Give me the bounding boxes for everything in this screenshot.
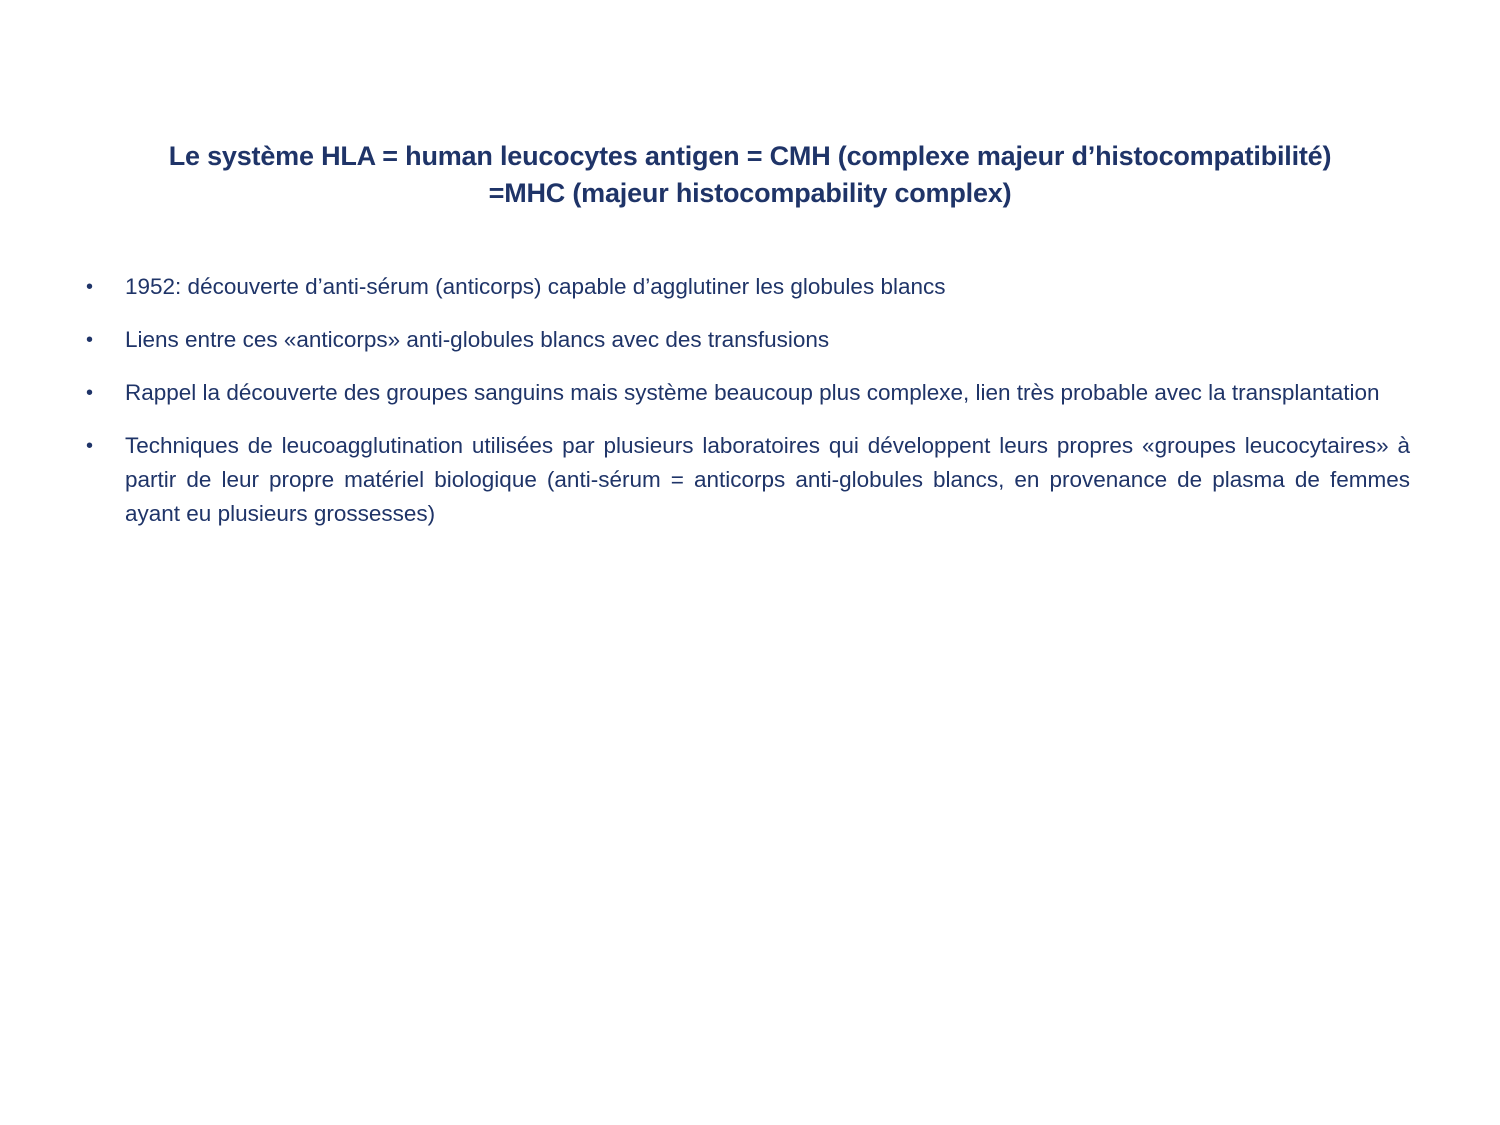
bullet-item bbox=[86, 376, 1410, 410]
bullet-dot-icon: • bbox=[86, 382, 94, 404]
bullet-item bbox=[86, 429, 1410, 531]
slide-title-line-1: Le système HLA = human leucocytes antigen = CMH (complexe majeur d’histocompatibilité) bbox=[168, 141, 1332, 171]
bullet-dot-icon: • bbox=[86, 329, 94, 351]
slide-title-line-2: =MHC (majeur histocompability complex) bbox=[488, 178, 1012, 208]
bullet-text: 1952: découverte d’anti-sérum (anticorps) capable d’agglutiner les globules blancs bbox=[125, 274, 946, 299]
bullet-text: Liens entre ces «anticorps» anti-globules blancs avec des transfusions bbox=[125, 327, 830, 352]
bullet-item bbox=[86, 323, 1410, 357]
bullet-list bbox=[86, 270, 1410, 550]
bullet-dot-icon: • bbox=[86, 276, 94, 298]
bullet-dot-icon: • bbox=[86, 435, 94, 457]
bullet-text: Techniques de leucoagglutination utilisées par plusieurs laboratoires qui développent leurs propres «groupes leucocytaires» à partir de leur propre matériel biologique (anti-sérum = anticorps anti-globules blancs, en provenance de plasma de femmes ayant eu plusieurs grossesses) bbox=[125, 433, 1410, 526]
bullet-item bbox=[86, 270, 1410, 304]
bullet-text: Rappel la découverte des groupes sanguins mais système beaucoup plus complexe, lien très probable avec la transplantation bbox=[125, 380, 1380, 405]
slide-title bbox=[60, 138, 1440, 212]
